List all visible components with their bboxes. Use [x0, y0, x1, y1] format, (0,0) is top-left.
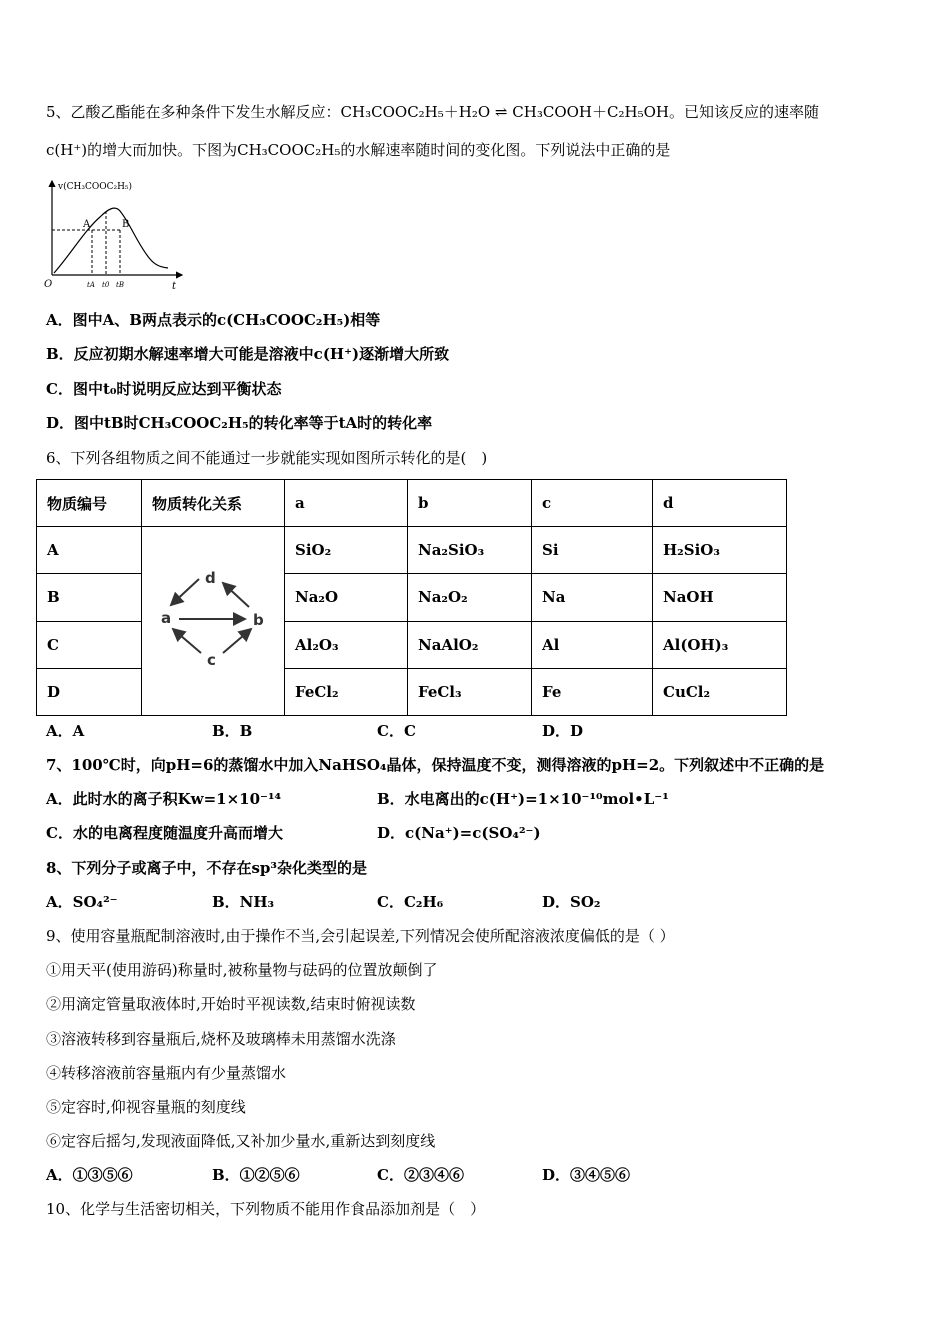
- q7-option-c: C．水的电离程度随温度升高而增大: [46, 824, 283, 842]
- q8-option-c: C．C₂H₆: [377, 893, 444, 911]
- q9-item: ③溶液转移到容量瓶后,烧杯及玻璃棒未用蒸馏水洗涤: [46, 1030, 396, 1048]
- q9-item: ⑤定容时,仰视容量瓶的刻度线: [46, 1098, 246, 1116]
- row-id: D: [37, 668, 142, 715]
- q7-option-b: B．水电离出的c(H⁺)=1×10⁻¹⁰mol•L⁻¹: [377, 790, 669, 808]
- header-cell: 物质编号: [37, 480, 142, 527]
- cell-b: NaAlO₂: [408, 621, 532, 668]
- cell-b: FeCl₃: [408, 668, 532, 715]
- graph-point-b: B: [122, 219, 130, 230]
- cell-c: Al: [532, 621, 653, 668]
- cell-c: Fe: [532, 668, 653, 715]
- q9-item: ⑥定容后摇匀,发现液面降低,又补加少量水,重新达到刻度线: [46, 1132, 436, 1150]
- graph-point-a: A: [83, 219, 91, 230]
- header-cell: d: [653, 480, 787, 527]
- header-cell: 物质转化关系: [142, 480, 285, 527]
- q9-option-a: A．①③⑤⑥: [46, 1166, 133, 1184]
- q7-option-a: A．此时水的离子积Kw=1×10⁻¹⁴: [46, 790, 282, 808]
- q6-stem: 6、下列各组物质之间不能通过一步就能实现如图所示转化的是( ): [46, 449, 488, 467]
- q5-option-b: B．反应初期水解速率增大可能是溶液中c(H⁺)逐渐增大所致: [46, 345, 450, 363]
- q8-option-a: A．SO₄²⁻: [46, 893, 118, 911]
- cell-d: H₂SiO₃: [653, 527, 787, 574]
- node-a: a: [161, 609, 172, 627]
- graph-tick-t0: t0: [102, 281, 110, 289]
- arrow-b-to-d: [223, 583, 249, 607]
- header-cell: b: [408, 480, 532, 527]
- q9-option-b: B．①②⑤⑥: [212, 1166, 300, 1184]
- cell-a: Na₂O: [285, 574, 408, 621]
- table-header-row: [37, 480, 787, 527]
- q6-option-c: C．C: [377, 722, 416, 740]
- row-id: A: [37, 527, 142, 574]
- row-id: C: [37, 621, 142, 668]
- table-row: [37, 527, 787, 574]
- rate-time-graph: [40, 175, 190, 293]
- arrow-c-to-a: [173, 629, 201, 653]
- q6-table: [36, 479, 787, 716]
- graph-origin: O: [44, 279, 53, 290]
- arrow-c-to-b: [223, 629, 251, 653]
- cell-c: Na: [532, 574, 653, 621]
- graph-tick-tb: tB: [116, 281, 124, 289]
- header-cell: c: [532, 480, 653, 527]
- q5-stem-line1: 5、乙酸乙酯能在多种条件下发生水解反应：CH₃COOC₂H₅＋H₂O ⇌ CH₃COOH＋C₂H₅OH。已知该反应的速率随: [46, 103, 819, 121]
- q6-option-d: D．D: [542, 722, 584, 740]
- cell-a: FeCl₂: [285, 668, 408, 715]
- row-id: B: [37, 574, 142, 621]
- q6-option-a: A．A: [46, 722, 85, 740]
- graph-ylabel: v(CH₃COOC₂H₅): [58, 182, 133, 192]
- graph-tick-ta: tA: [87, 281, 95, 289]
- node-b: b: [253, 611, 264, 629]
- q5-option-a: A．图中A、B两点表示的c(CH₃COOC₂H₅)相等: [46, 311, 381, 329]
- graph-xlabel: t: [172, 281, 177, 292]
- cell-d: NaOH: [653, 574, 787, 621]
- q9-item: ②用滴定管量取液体时,开始时平视读数,结束时俯视读数: [46, 995, 416, 1013]
- cell-d: CuCl₂: [653, 668, 787, 715]
- q10-stem: 10、化学与生活密切相关，下列物质不能用作食品添加剂是（ ）: [46, 1200, 486, 1218]
- conversion-diagram: [147, 527, 279, 711]
- q9-stem: 9、使用容量瓶配制溶液时,由于操作不当,会引起误差,下列情况会使所配溶液浓度偏低的是（ ）: [46, 927, 675, 945]
- q5-stem-line2: c(H⁺)的增大而加快。下图为CH₃COOC₂H₅的水解速率随时间的变化图。下列说法中正确的是: [46, 141, 671, 159]
- header-cell: a: [285, 480, 408, 527]
- q7-option-d: D．c(Na⁺)=c(SO₄²⁻): [377, 824, 541, 842]
- q5-option-d: D．图中tB时CH₃COOC₂H₅的转化率等于tA时的转化率: [46, 414, 433, 432]
- q8-stem: 8、下列分子或离子中，不存在sp³杂化类型的是: [46, 859, 367, 877]
- conversion-diagram-cell: [142, 527, 285, 716]
- node-d: d: [205, 569, 216, 587]
- q7-stem: 7、100℃时，向pH=6的蒸馏水中加入NaHSO₄晶体，保持温度不变，测得溶液的pH=2。下列叙述中不正确的是: [46, 756, 825, 774]
- arrow-d-to-a: [171, 579, 199, 605]
- node-c: c: [207, 651, 216, 669]
- q9-option-d: D．③④⑤⑥: [542, 1166, 631, 1184]
- rate-curve: [54, 208, 168, 273]
- cell-c: Si: [532, 527, 653, 574]
- cell-b: Na₂O₂: [408, 574, 532, 621]
- q8-option-b: B．NH₃: [212, 893, 275, 911]
- q8-option-d: D．SO₂: [542, 893, 601, 911]
- cell-a: Al₂O₃: [285, 621, 408, 668]
- q9-item: ①用天平(使用游码)称量时,被称量物与砝码的位置放颠倒了: [46, 961, 438, 979]
- q9-item: ④转移溶液前容量瓶内有少量蒸馏水: [46, 1064, 287, 1082]
- q5-option-c: C．图中t₀时说明反应达到平衡状态: [46, 380, 282, 398]
- cell-d: Al(OH)₃: [653, 621, 787, 668]
- q6-option-b: B．B: [212, 722, 253, 740]
- cell-a: SiO₂: [285, 527, 408, 574]
- cell-b: Na₂SiO₃: [408, 527, 532, 574]
- q9-option-c: C．②③④⑥: [377, 1166, 464, 1184]
